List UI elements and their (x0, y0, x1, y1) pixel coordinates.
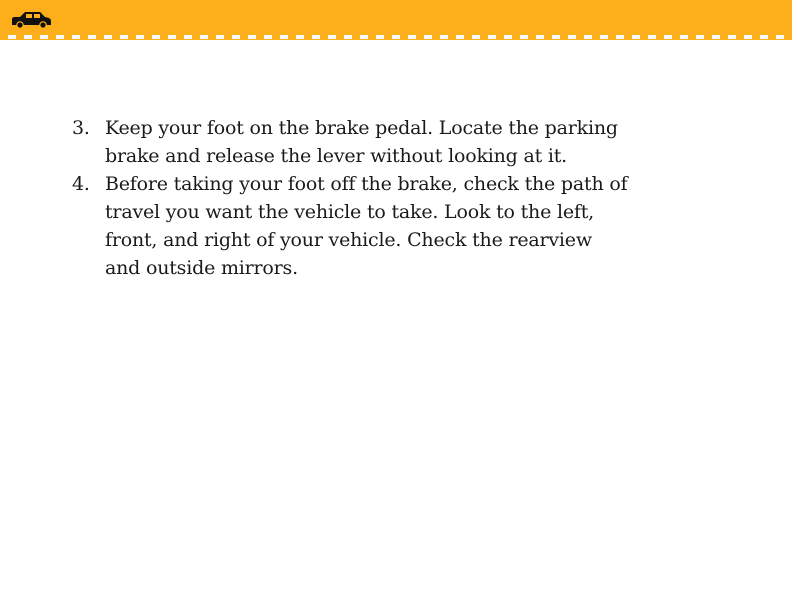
step-text: Keep your foot on the brake pedal. Locate the parking brake and release the lever without looking at it. (105, 117, 618, 167)
step-number: 4. (72, 173, 90, 195)
header-band (0, 0, 792, 40)
list-item (72, 114, 632, 170)
header-dashed-border (0, 35, 792, 39)
step-text: Before taking your foot off the brake, check the path of travel you want the vehicle to take. Look to the left, front, and right of your vehicle. Check the rearview and outside mirrors. (105, 173, 628, 279)
car-icon (10, 10, 52, 28)
instruction-list (72, 114, 632, 282)
step-number: 3. (72, 117, 90, 139)
list-item (72, 170, 632, 282)
